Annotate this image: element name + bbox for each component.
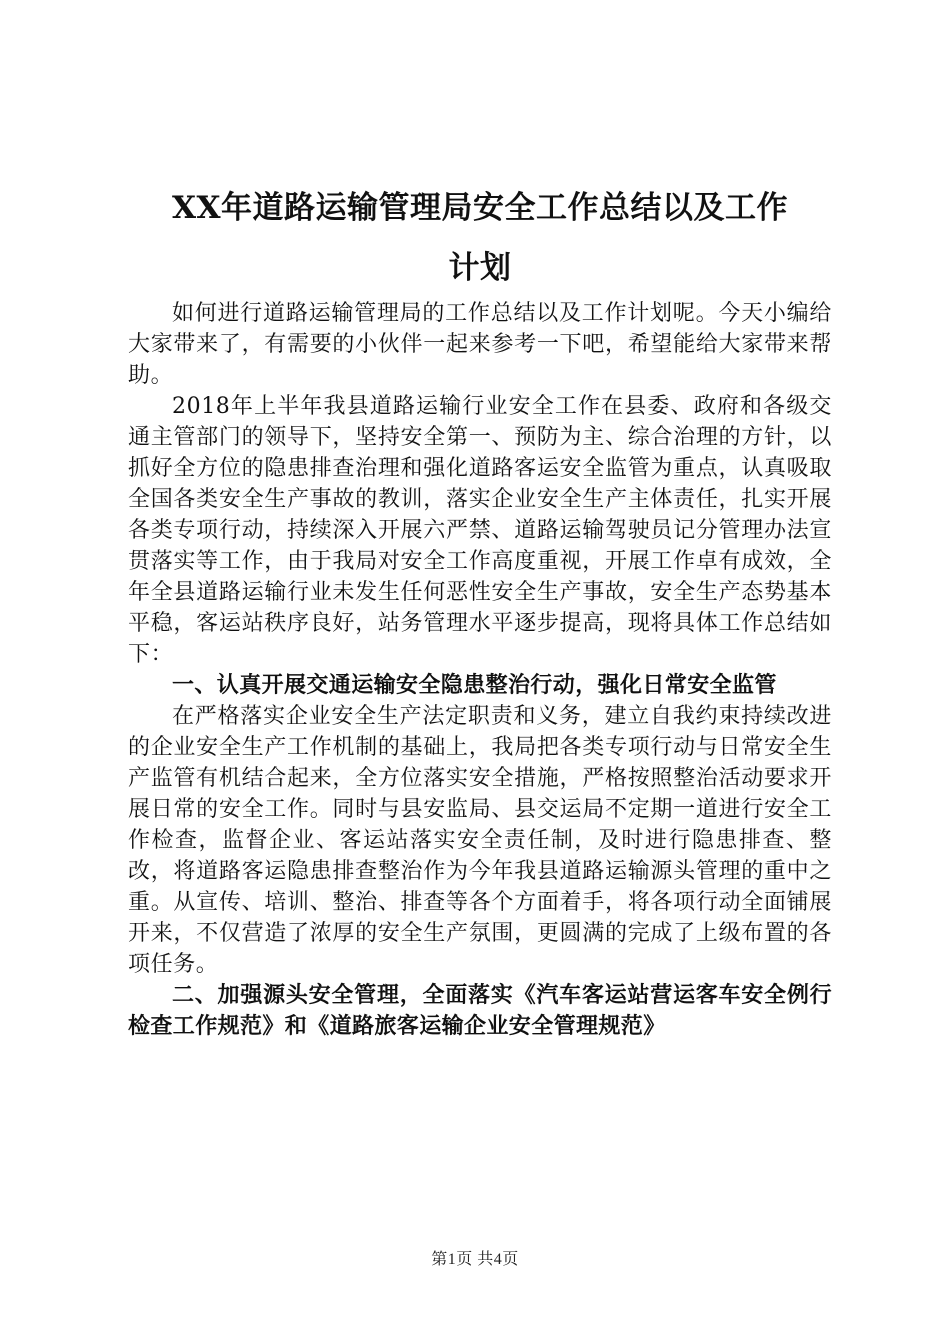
document-title	[128, 178, 832, 298]
summary-paragraph: 2018年上半年我县道路运输行业安全工作在县委、政府和各级交通主管部门的领导下，坚持安全第一、预防为主、综合治理的方针，以抓好全方位的隐患排查治理和强化道路客运安全监管为重点，认真吸取全国各类安全生产事故的教训，落实企业安全生产主体责任，扎实开展各类专项行动，持续深入开展六严禁、道路运输驾驶员记分管理办法宣贯落实等工作，由于我局对安全工作高度重视，开展工作卓有成效，全年全县道路运输行业未发生任何恶性安全生产事故，安全生产态势基本平稳，客运站秩序良好，站务管理水平逐步提高，现将具体工作总结如下：	[128, 394, 832, 667]
page-number-footer: 第1页 共4页	[431, 1251, 519, 1268]
section-heading-2: 二、加强源头安全管理，全面落实《汽车客运站营运客车安全例行检查工作规范》和《道路旅客运输企业安全管理规范》	[128, 983, 832, 1039]
title-line-1: XX年道路运输管理局安全工作总结以及工作	[171, 190, 789, 226]
intro-paragraph: 如何进行道路运输管理局的工作总结以及工作计划呢。今天小编给大家带来了，有需要的小伙伴一起来参考一下吧，希望能给大家带来帮助。	[128, 301, 832, 388]
section-heading-1: 一、认真开展交通运输安全隐患整治行动，强化日常安全监管	[172, 673, 777, 698]
document-body	[128, 178, 832, 1042]
section-1-paragraph: 在严格落实企业安全生产法定职责和义务，建立自我约束持续改进的企业安全生产工作机制的基础上，我局把各类专项行动与日常安全生产监管有机结合起来，全方位落实安全措施，严格按照整治活动要求开展日常的安全工作。同时与县安监局、县交运局不定期一道进行安全工作检查，监督企业、客运站落实安全责任制，及时进行隐患排查、整改，将道路客运隐患排查整治作为今年我县道路运输源头管理的重中之重。从宣传、培训、整治、排查等各个方面着手，将各项行动全面铺展开来，不仅营造了浓厚的安全生产氛围，更圆满的完成了上级布置的各项任务。	[128, 704, 832, 977]
title-line-2: 计划	[448, 250, 512, 286]
